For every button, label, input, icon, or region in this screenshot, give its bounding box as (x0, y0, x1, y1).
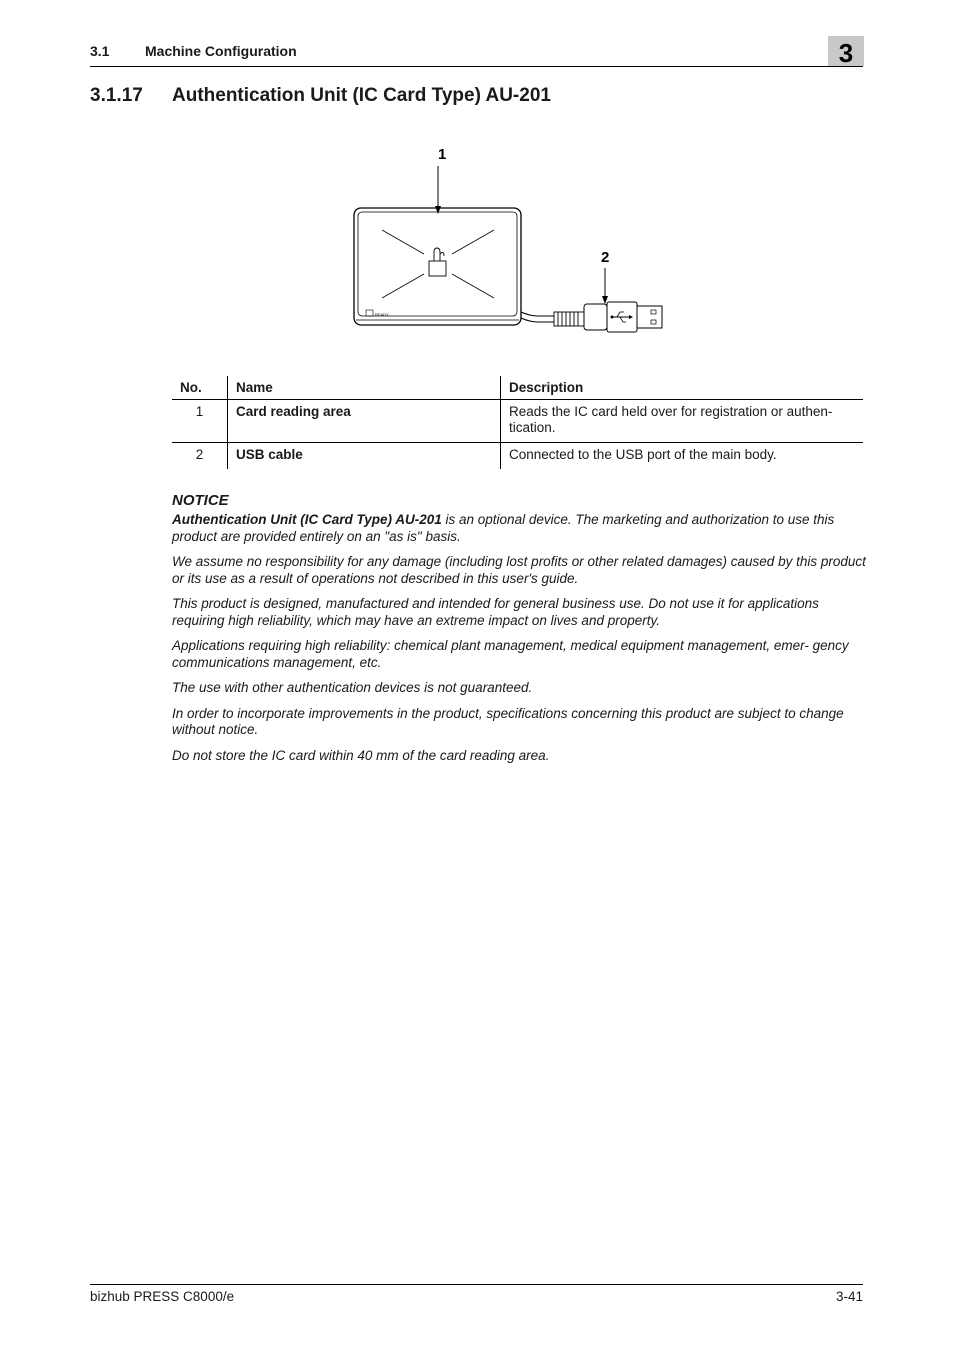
usb-connector-tip (637, 306, 662, 328)
guide-line (452, 274, 494, 298)
card-symbol-icon (429, 248, 446, 276)
guide-line (382, 230, 424, 254)
usb-strain-relief (554, 312, 584, 326)
reader-body-outline (354, 208, 521, 325)
usb-icon (611, 312, 634, 322)
usb-connector-slot (651, 310, 656, 314)
parts-table (172, 376, 863, 469)
column-header-description: Description (501, 376, 864, 400)
row-name: Card reading area (228, 400, 501, 443)
footer-page-number: 3-41 (835, 1289, 863, 1304)
callout-1-label: 1 (438, 146, 447, 163)
notice-title: NOTICE (172, 492, 229, 509)
notice-paragraph (172, 512, 867, 545)
usb-connector-slot (651, 320, 656, 324)
notice-paragraph: In order to incorporate improvements in the product, specifications concerning this product are subject to change without notice. (172, 705, 844, 737)
notice-block (172, 492, 867, 773)
notice-paragraph: We assume no responsibility for any damage (including lost profits or other related damages) caused by this product or its use as a result of operations not described in this user's guide. (172, 554, 866, 586)
notice-paragraph: This product is designed, manufactured and intended for general business use. Do not use it for applications requiring high reliability, which may have an extreme impact on lives and property. (172, 596, 819, 628)
callout-2-label: 2 (601, 249, 610, 266)
row-number: 1 (172, 400, 228, 443)
column-header-no: No. (172, 376, 228, 400)
page-footer (90, 1284, 863, 1311)
guide-line (452, 230, 494, 254)
status-led-icon (366, 310, 373, 316)
reader-top-panel (358, 212, 517, 316)
section-number: 3.1 (90, 43, 110, 59)
section-title: Machine Configuration (145, 43, 297, 59)
subsection-heading (90, 85, 551, 107)
table-row (172, 443, 863, 470)
notice-product-name: Authentication Unit (IC Card Type) AU-201 (172, 512, 442, 527)
row-name: USB cable (228, 443, 501, 470)
row-description: Reads the IC card held over for registration or authen- tication. (501, 400, 864, 443)
usb-cable-wire (521, 312, 554, 316)
row-number: 2 (195, 447, 204, 462)
guide-line (382, 274, 424, 298)
row-description: Connected to the USB port of the main body. (501, 443, 864, 470)
notice-paragraph: Do not store the IC card within 40 mm of the card reading area. (172, 747, 550, 763)
notice-text: is an optional device. The marketing and authorization to use this product are provided entirely on an "as is" basis. (172, 512, 835, 544)
column-header-name: Name (228, 376, 501, 400)
footer-product-name: bizhub PRESS C8000/e (90, 1289, 235, 1304)
ic-card-reader-illustration (340, 140, 680, 340)
subsection-title: Authentication Unit (IC Card Type) AU-201 (172, 85, 551, 106)
status-led-label: READY (375, 312, 389, 317)
usb-plug-housing (584, 304, 607, 330)
chapter-number-badge: 3 (828, 36, 864, 66)
table-header-row (172, 376, 863, 400)
page-header (90, 40, 863, 67)
usb-cable-wire (521, 318, 554, 322)
callout-1-arrowhead (435, 206, 441, 214)
device-figure (340, 140, 680, 340)
notice-paragraph: Applications requiring high reliability: chemical plant management, medical equipment management, emer- gency communications management, etc. (172, 638, 849, 670)
table-row (172, 400, 863, 443)
notice-paragraph: The use with other authentication devices is not guaranteed. (172, 680, 533, 695)
subsection-number: 3.1.17 (90, 85, 143, 106)
